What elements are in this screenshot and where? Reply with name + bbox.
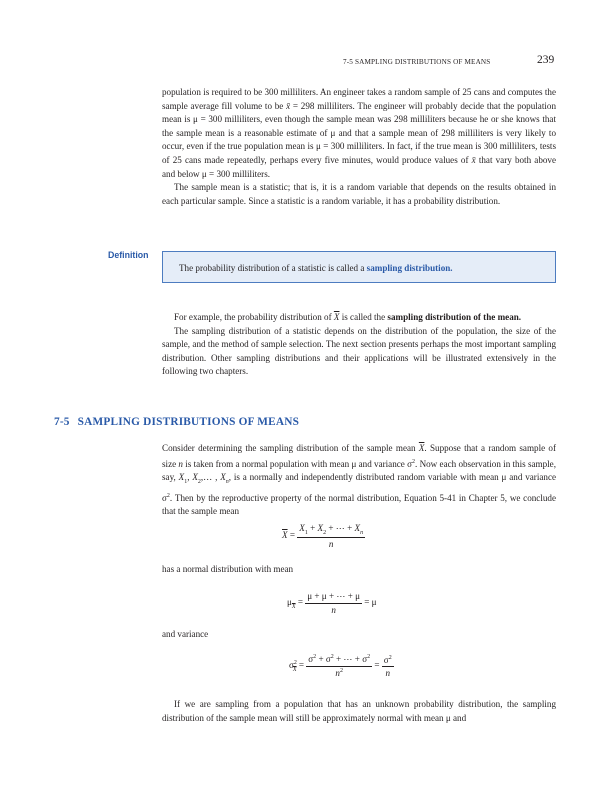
opening-paragraphs bbox=[162, 86, 556, 208]
equation-sample-mean: $\overline{X}$ = $\frac{X_1 + X_2 + \cdots + X_n}{n}$ bbox=[282, 523, 364, 549]
paragraph-consider-sampling-distribution: Consider determining the sampling distribution of the sample mean $\overline{X}$. Suppose that a random sample of size n is taken from a normal population with mean μ and variance $\sigma^2$. Now each observation in this sample, say, $X_1$, $X_2,\dots$ , $X_n$, is a normally and independently distributed random variable with mean μ and variance $\sigma^2$. Then by the reproductive property of the normal distribution, Equation 5-41 in Chapter 5, we conclude that the sample mean bbox=[162, 443, 557, 517]
page-number: 239 bbox=[537, 54, 555, 66]
definition-label: Definition bbox=[108, 250, 149, 260]
section-heading bbox=[54, 416, 299, 428]
text-and-variance: and variance bbox=[162, 629, 209, 639]
section-number: 7-5 bbox=[54, 416, 70, 428]
equation-variance-of-sample-mean: $\sigma^2_{\overline{X}}$ = $\frac{\sigma^2 + \sigma^2 + \cdots + \sigma^2}{n^2}$ = $\frac{\sigma^2}{n}$ bbox=[289, 654, 392, 679]
paragraph-sample-mean-statistic: The sample mean is a statistic; that is, it is a random variable that depends on the results obtained in each particular sample. Since a statistic is a random variable, it has a probability distribution. bbox=[162, 182, 556, 206]
section-intro-paragraph bbox=[162, 442, 556, 519]
equation-mean-of-sample-mean: $\mu_{\overline{X}}$ = $\frac{\mu + \mu + \cdots + \mu}{n}$ = μ bbox=[287, 591, 377, 615]
running-header-title: 7-5 SAMPLING DISTRIBUTIONS OF MEANS bbox=[343, 58, 491, 66]
paragraph-sampling-distribution-of-mean: For example, the probability distribution of $\overline{X}$ is called the sampling distribution of the mean. bbox=[174, 312, 522, 322]
post-definition-paragraphs bbox=[162, 311, 556, 379]
paragraph-sampling-distribution-depends: The sampling distribution of a statistic depends on the distribution of the population, the size of the sample, and the method of sample selection. The next section presents perhaps the most important sampling distribution. Other sampling distributions and their applications will be illustrated extensively in the following two chapters. bbox=[162, 325, 556, 377]
paragraph-unknown-distribution: If we are sampling from a population that has an unknown probability distribution, the sampling distribution of the sample mean will still be approximately normal with mean μ and bbox=[162, 699, 556, 723]
paragraph-engineer-example: population is required to be 300 milliliters. An engineer takes a random sample of 25 cans and computes the sample average fill volume to be x̄ = 298 milliliters. The engineer will probably decide that the population mean is μ = 300 milliliters, even though the sample mean was 298 milliliters because he or she knows that the sample mean is a reasonable estimate of μ and that a sample mean of 298 milliliters is very likely to occur, even if the true population mean is μ = 300 milliliters. In fact, if the true mean is 300 milliliters, tests of 25 cans made repeatedly, perhaps every five minutes, would produce values of x̄ that vary both above and below μ = 300 milliliters. bbox=[162, 87, 556, 179]
definition-text bbox=[179, 263, 453, 273]
section-title: SAMPLING DISTRIBUTIONS OF MEANS bbox=[77, 416, 300, 428]
text-normal-distribution-mean: has a normal distribution with mean bbox=[162, 564, 294, 574]
closing-paragraph bbox=[162, 698, 556, 725]
definition-term: sampling distribution. bbox=[366, 263, 453, 273]
definition-prefix: The probability distribution of a statistic is called a bbox=[179, 263, 367, 273]
